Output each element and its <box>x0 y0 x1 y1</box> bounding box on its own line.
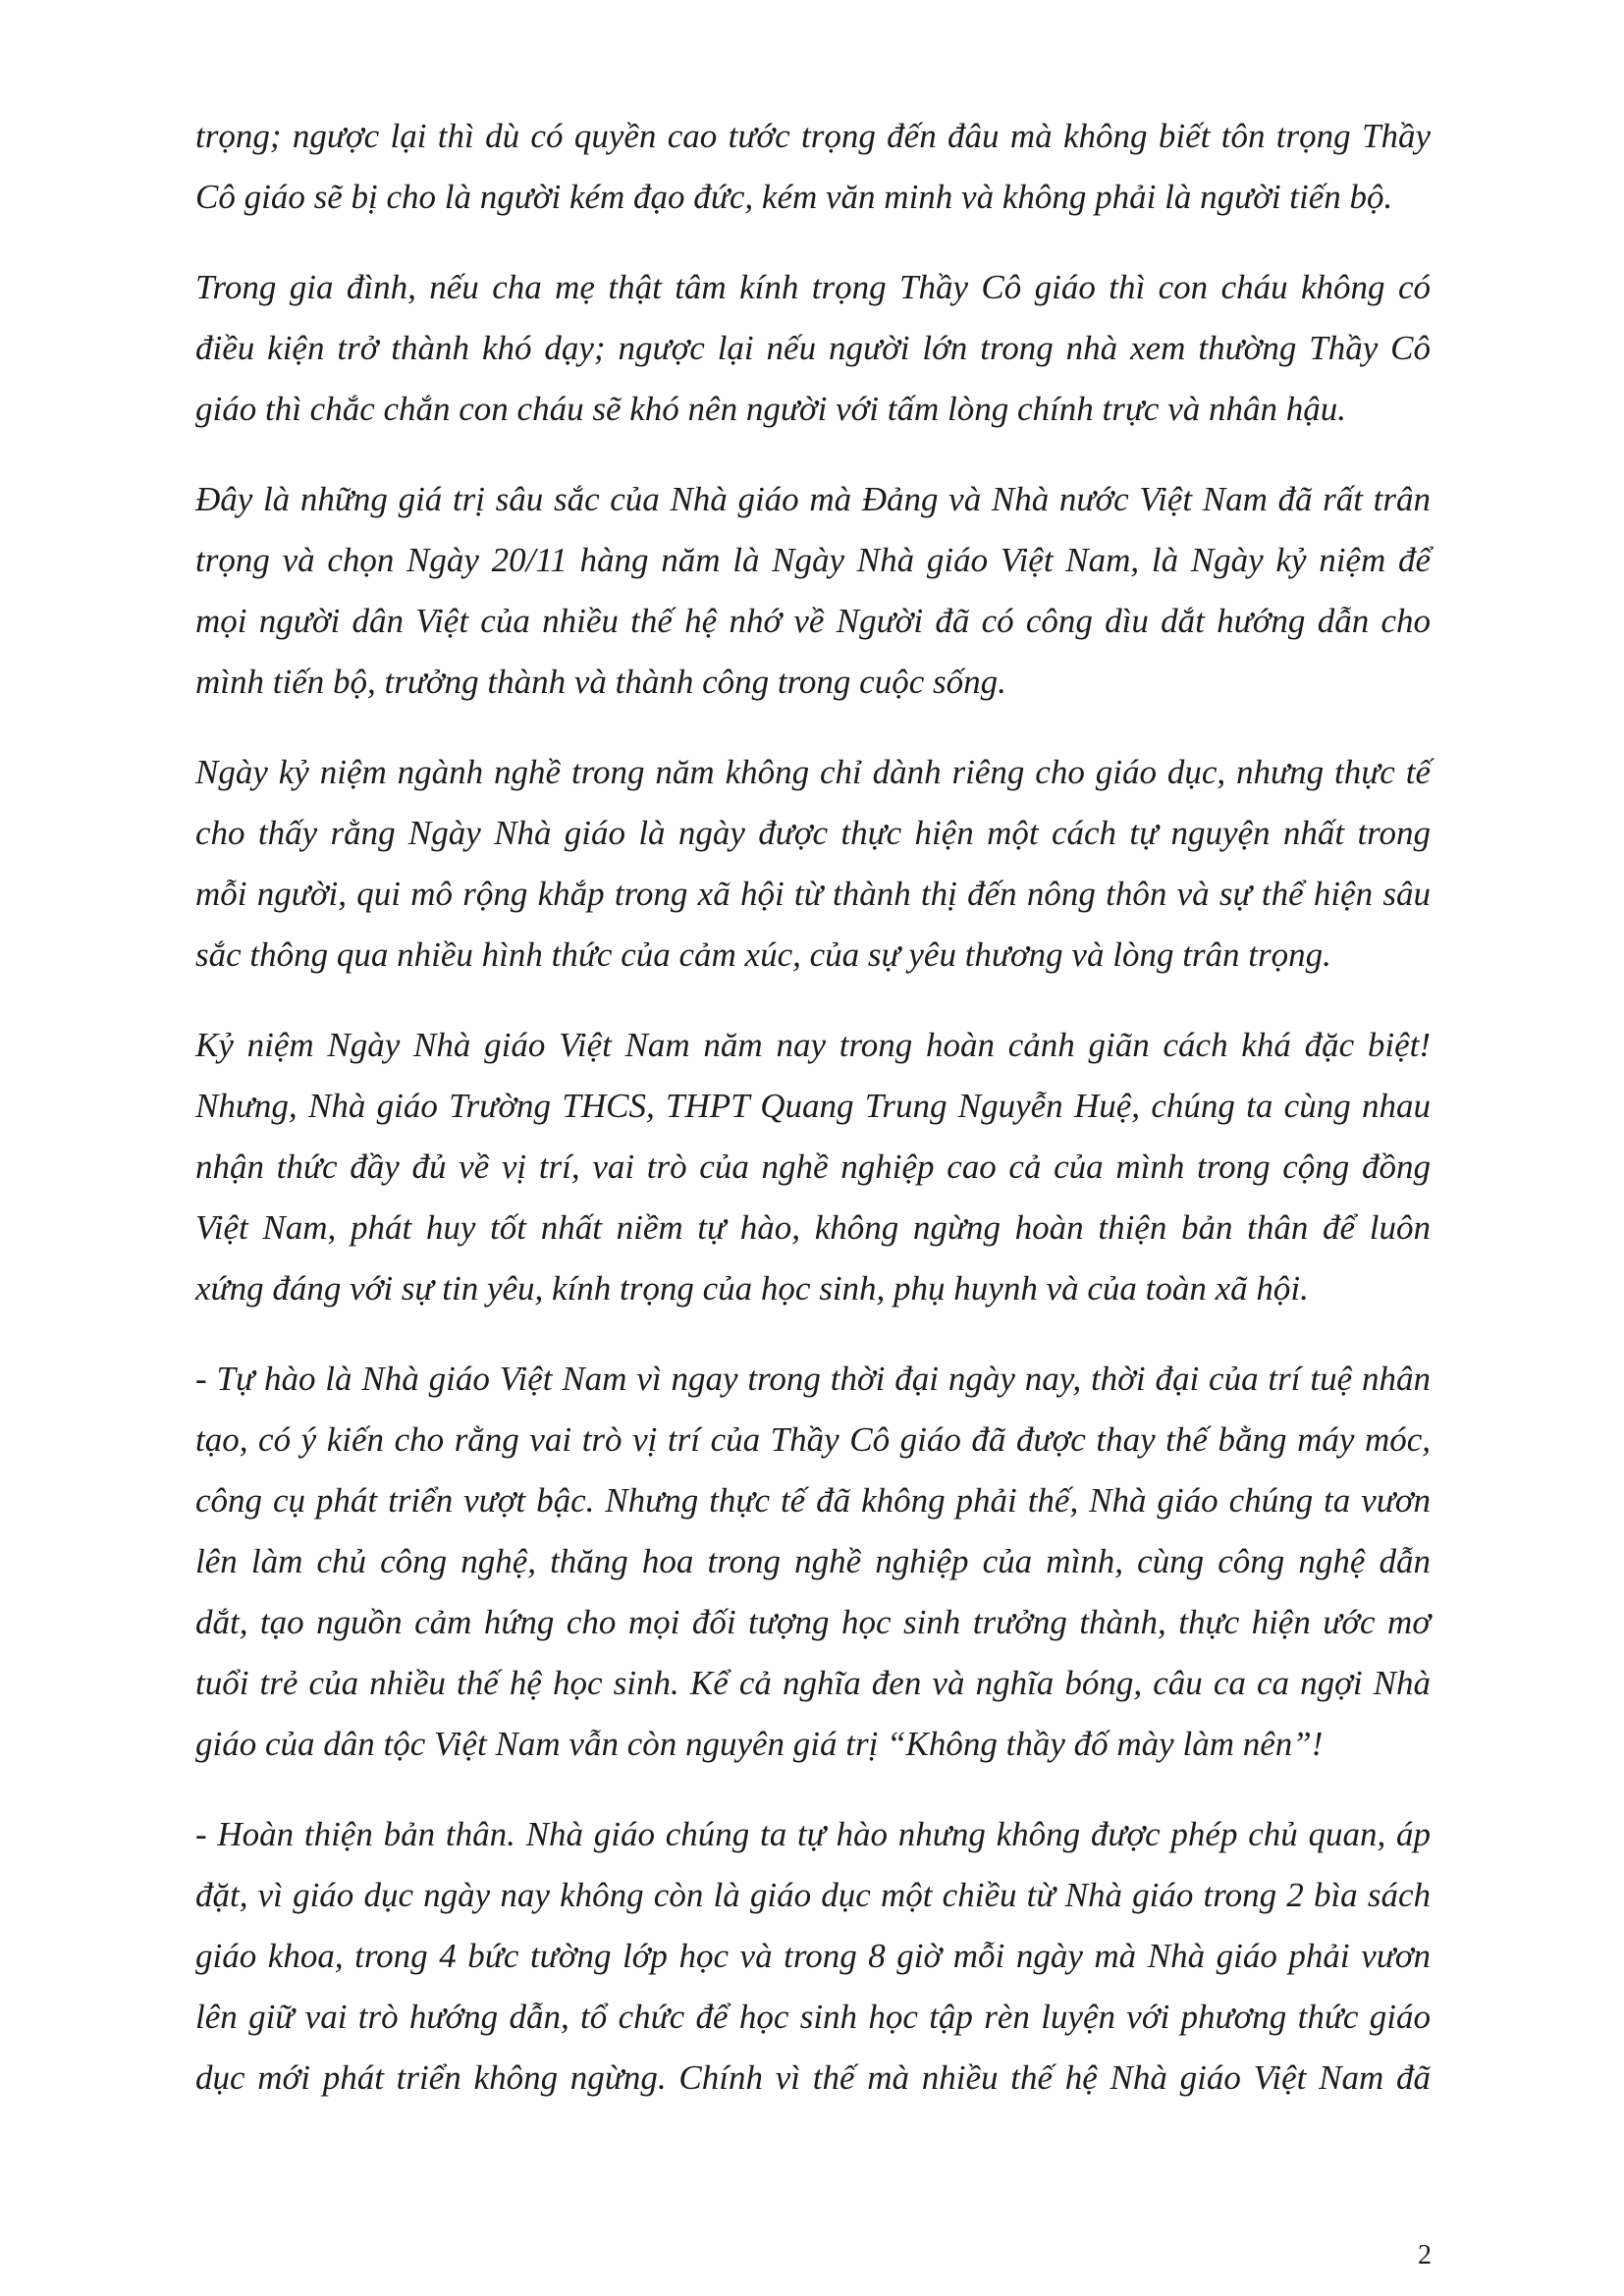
paragraph-4 <box>195 742 1431 986</box>
text-line: mọi người dân Việt của nhiều thế hệ nhớ về Người đã có công dìu dắt hướng dẫn cho <box>195 602 1431 640</box>
text-line: tuổi trẻ của nhiều thế hệ học sinh. Kể cả nghĩa đen và nghĩa bóng, câu ca ca ngợi Nhà <box>195 1664 1431 1702</box>
text-line: tạo, có ý kiến cho rằng vai trò vị trí của Thầy Cô giáo đã được thay thế bằng máy móc, <box>195 1420 1431 1459</box>
text-line: mình tiến bộ, trưởng thành và thành công trong cuộc sống. <box>195 663 1006 701</box>
paragraph-1 <box>195 106 1431 228</box>
text-line: sắc thông qua nhiều hình thức của cảm xúc, của sự yêu thương và lòng trân trọng. <box>195 935 1331 974</box>
paragraph-6 <box>195 1349 1431 1775</box>
text-line: đặt, vì giáo dục ngày nay không còn là giáo dục một chiều từ Nhà giáo trong 2 bìa sách <box>195 1876 1431 1914</box>
text-line: cho thấy rằng Ngày Nhà giáo là ngày được thực hiện một cách tự nguyện nhất trong <box>195 814 1431 852</box>
text-line: trọng; ngược lại thì dù có quyền cao tước trọng đến đâu mà không biết tôn trọng Thầy <box>195 117 1431 155</box>
body-text <box>195 106 1431 2138</box>
text-line: Việt Nam, phát huy tốt nhất niềm tự hào, không ngừng hoàn thiện bản thân để luôn <box>195 1208 1431 1247</box>
paragraph-2 <box>195 257 1431 440</box>
text-line: dục mới phát triển không ngừng. Chính vì thế mà nhiều thế hệ Nhà giáo Việt Nam đã <box>195 2058 1431 2097</box>
text-line: Cô giáo sẽ bị cho là người kém đạo đức, kém văn minh và không phải là người tiến bộ. <box>195 178 1393 216</box>
text-line: điều kiện trở thành khó dạy; ngược lại nếu người lớn trong nhà xem thường Thầy Cô <box>195 329 1431 367</box>
text-line: Ngày kỷ niệm ngành nghề trong năm không chỉ dành riêng cho giáo dục, nhưng thực tế <box>195 753 1431 791</box>
text-line: Kỷ niệm Ngày Nhà giáo Việt Nam năm nay trong hoàn cảnh giãn cách khá đặc biệt! <box>195 1026 1431 1064</box>
text-line: giáo thì chắc chắn con cháu sẽ khó nên người với tấm lòng chính trực và nhân hậu. <box>195 390 1346 428</box>
text-line: trọng và chọn Ngày 20/11 hàng năm là Ngày Nhà giáo Việt Nam, là Ngày kỷ niệm để <box>195 541 1431 579</box>
paragraph-5 <box>195 1015 1431 1319</box>
text-line: Đây là những giá trị sâu sắc của Nhà giáo mà Đảng và Nhà nước Việt Nam đã rất trân <box>195 480 1431 518</box>
text-line: dắt, tạo nguồn cảm hứng cho mọi đối tượng học sinh trưởng thành, thực hiện ước mơ <box>195 1603 1431 1641</box>
text-line: Trong gia đình, nếu cha mẹ thật tâm kính trọng Thầy Cô giáo thì con cháu không có <box>195 268 1431 306</box>
page-number: 2 <box>1418 2240 1432 2270</box>
text-line: - Tự hào là Nhà giáo Việt Nam vì ngay trong thời đại ngày nay, thời đại của trí tuệ nhân <box>195 1360 1431 1398</box>
text-line: Nhưng, Nhà giáo Trường THCS, THPT Quang Trung Nguyễn Huệ, chúng ta cùng nhau <box>195 1087 1431 1125</box>
text-line: giáo khoa, trong 4 bức tường lớp học và trong 8 giờ mỗi ngày mà Nhà giáo phải vươn <box>195 1937 1431 1975</box>
text-line: mỗi người, qui mô rộng khắp trong xã hội từ thành thị đến nông thôn và sự thể hiện sâu <box>195 875 1431 913</box>
text-line: xứng đáng với sự tin yêu, kính trọng của học sinh, phụ huynh và của toàn xã hội. <box>195 1269 1309 1308</box>
text-line: nhận thức đầy đủ về vị trí, vai trò của nghề nghiệp cao cả của mình trong cộng đồng <box>195 1148 1431 1186</box>
text-line: giáo của dân tộc Việt Nam vẫn còn nguyên giá trị “Không thầy đố mày làm nên”! <box>195 1725 1324 1763</box>
paragraph-7 <box>195 1804 1431 2109</box>
text-line: lên giữ vai trò hướng dẫn, tổ chức để học sinh học tập rèn luyện với phương thức giáo <box>195 1998 1431 2036</box>
paragraph-3 <box>195 469 1431 713</box>
text-line: công cụ phát triển vượt bậc. Nhưng thực tế đã không phải thế, Nhà giáo chúng ta vươn <box>195 1481 1431 1520</box>
text-line: - Hoàn thiện bản thân. Nhà giáo chúng ta tự hào nhưng không được phép chủ quan, áp <box>195 1815 1431 1853</box>
text-line: lên làm chủ công nghệ, thăng hoa trong nghề nghiệp của mình, cùng công nghệ dẫn <box>195 1542 1431 1580</box>
